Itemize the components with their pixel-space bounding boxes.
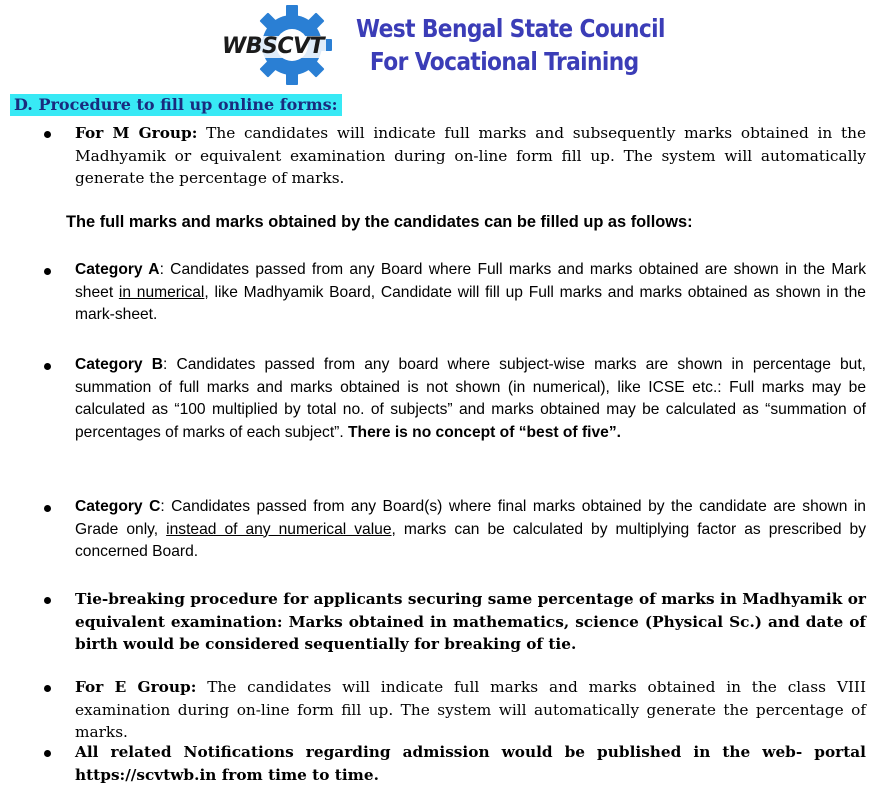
e-group-label: For E Group: xyxy=(75,678,197,696)
logo-wordmark: WBSCVT xyxy=(222,34,325,59)
bullet-icon xyxy=(44,131,51,138)
bullet-icon xyxy=(44,268,51,275)
e-group-text: The candidates will indicate full marks and marks obtained in the class VIII examination during on-line form fill up. The system will automatically generate the percentage of marks. xyxy=(75,678,867,741)
m-group-label: For M Group: xyxy=(75,124,198,142)
tie-breaking-text: Tie-breaking procedure for applicants securing same percentage of marks in Madhyamik or equivalent examination: Marks obtained in mathematics, science (Physical Sc.) and date of birth would be considered sequentially for breaking of tie. xyxy=(75,590,866,653)
category-c-text-end: , marks can be calculated by multiplying factor as prescribed by concerned Board. xyxy=(75,520,866,560)
category-c-text: : Candidates passed from any Board(s) where final marks obtained by the candidate are shown in Grade only, xyxy=(75,498,866,538)
bullet-icon xyxy=(44,597,51,604)
organization-name-line2: For Vocational Training xyxy=(369,47,639,76)
bullet-icon xyxy=(44,750,51,757)
category-b-bold-end: There is no concept of “best of five”. xyxy=(348,423,621,441)
subheading: The full marks and marks obtained by the candidates can be filled up as follows: xyxy=(66,213,693,231)
m-group-text: The candidates will indicate full marks and subsequently marks obtained in the Madhyamik or equivalent examination during on-line form fill up. The system will automatically generate the percentage of marks. xyxy=(75,124,866,187)
category-a-label: Category A xyxy=(75,261,160,278)
bullet-icon xyxy=(44,505,51,512)
list-item-category-b xyxy=(75,354,866,444)
category-a-text-end: , like Madhyamik Board, Candidate will fill up Full marks and marks obtained as shown in the mark-sheet. xyxy=(75,283,866,323)
organization-name xyxy=(356,12,665,78)
list-item-category-a xyxy=(75,259,866,327)
bullet-icon xyxy=(44,363,51,370)
category-b-text: : Candidates passed from any board where subject-wise marks are shown in percentage but, summation of full marks and marks obtained is not shown (in numerical), like ICSE etc.: Full marks may be calculated as “100 multiplied by total no. of subjects” and marks obtained may be calculated as “summation of percentages of marks of each subject”. xyxy=(75,356,867,441)
category-a-text: : Candidates passed from any Board where Full marks and marks obtained are shown in the Mark sheet xyxy=(75,261,866,301)
notifications-text: All related Notifications regarding admission would be published in the web- portal https://scvtwb.in from time to time. xyxy=(75,743,866,784)
organization-name-line1: West Bengal State Council xyxy=(356,14,665,43)
category-b-label: Category B xyxy=(75,356,163,373)
category-c-label: Category C xyxy=(75,498,161,515)
section-heading: D. Procedure to fill up online forms: xyxy=(10,94,342,116)
category-c-underlined: instead of any numerical value xyxy=(166,520,392,538)
list-item-m-group xyxy=(75,122,866,190)
list-item-e-group xyxy=(75,676,866,744)
bullet-icon xyxy=(44,685,51,692)
document-header xyxy=(0,0,879,90)
category-a-underlined: in numerical xyxy=(118,283,205,301)
list-item-category-c xyxy=(75,496,866,564)
list-item-tie-breaking xyxy=(75,588,866,656)
list-item-notifications xyxy=(75,741,866,786)
